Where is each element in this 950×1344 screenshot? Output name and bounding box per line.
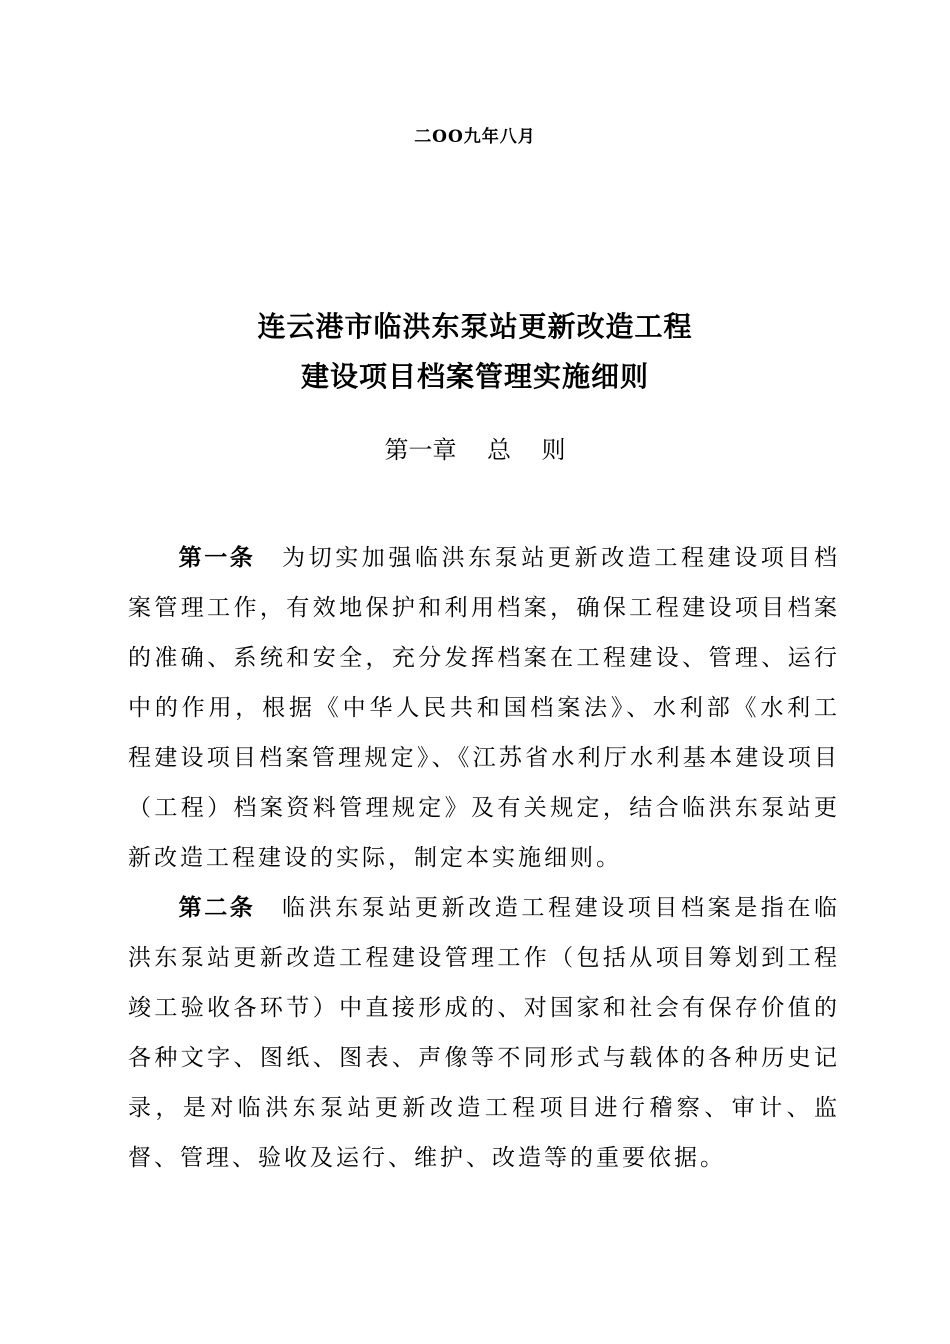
article-1-label: 第一条 [178, 545, 256, 571]
article-1-text: 为切实加强临洪东泵站更新改造工程建设项目档案管理工作，有效地保护和利用档案，确保工程建设项目档案的准确、系统和安全，充分发挥档案在工程建设、管理、运行中的作用，根据《中华人民共和国档案法》、水利部《水利工程建设项目档案管理规定》、《江苏省水利厅水利基本建设项目（工程）档案资料管理规定》及有关规定，结合临洪东泵站更新改造工程建设的实际，制定本实施细则。 [128, 545, 841, 871]
document-date: 二OO九年八月 [414, 127, 536, 147]
article-1 [128, 533, 840, 883]
chapter-heading: 第一章 总 则 [384, 436, 566, 464]
article-2-text: 临洪东泵站更新改造工程建设项目档案是指在临洪东泵站更新改造工程建设管理工作（包括从项目筹划到工程竣工验收各环节）中直接形成的、对国家和社会有保存价值的各种文字、图纸、图表、声像等不同形式与载体的各种历史记录，是对临洪东泵站更新改造工程项目进行稽察、审计、监督、管理、验收及运行、维护、改造等的重要依据。 [128, 895, 841, 1171]
document-title-line-2: 建设项目档案管理实施细则 [300, 360, 649, 393]
article-2-label: 第二条 [178, 895, 256, 921]
document-title-line-1: 连云港市临洪东泵站更新改造工程 [257, 310, 693, 343]
article-2 [128, 883, 840, 1183]
